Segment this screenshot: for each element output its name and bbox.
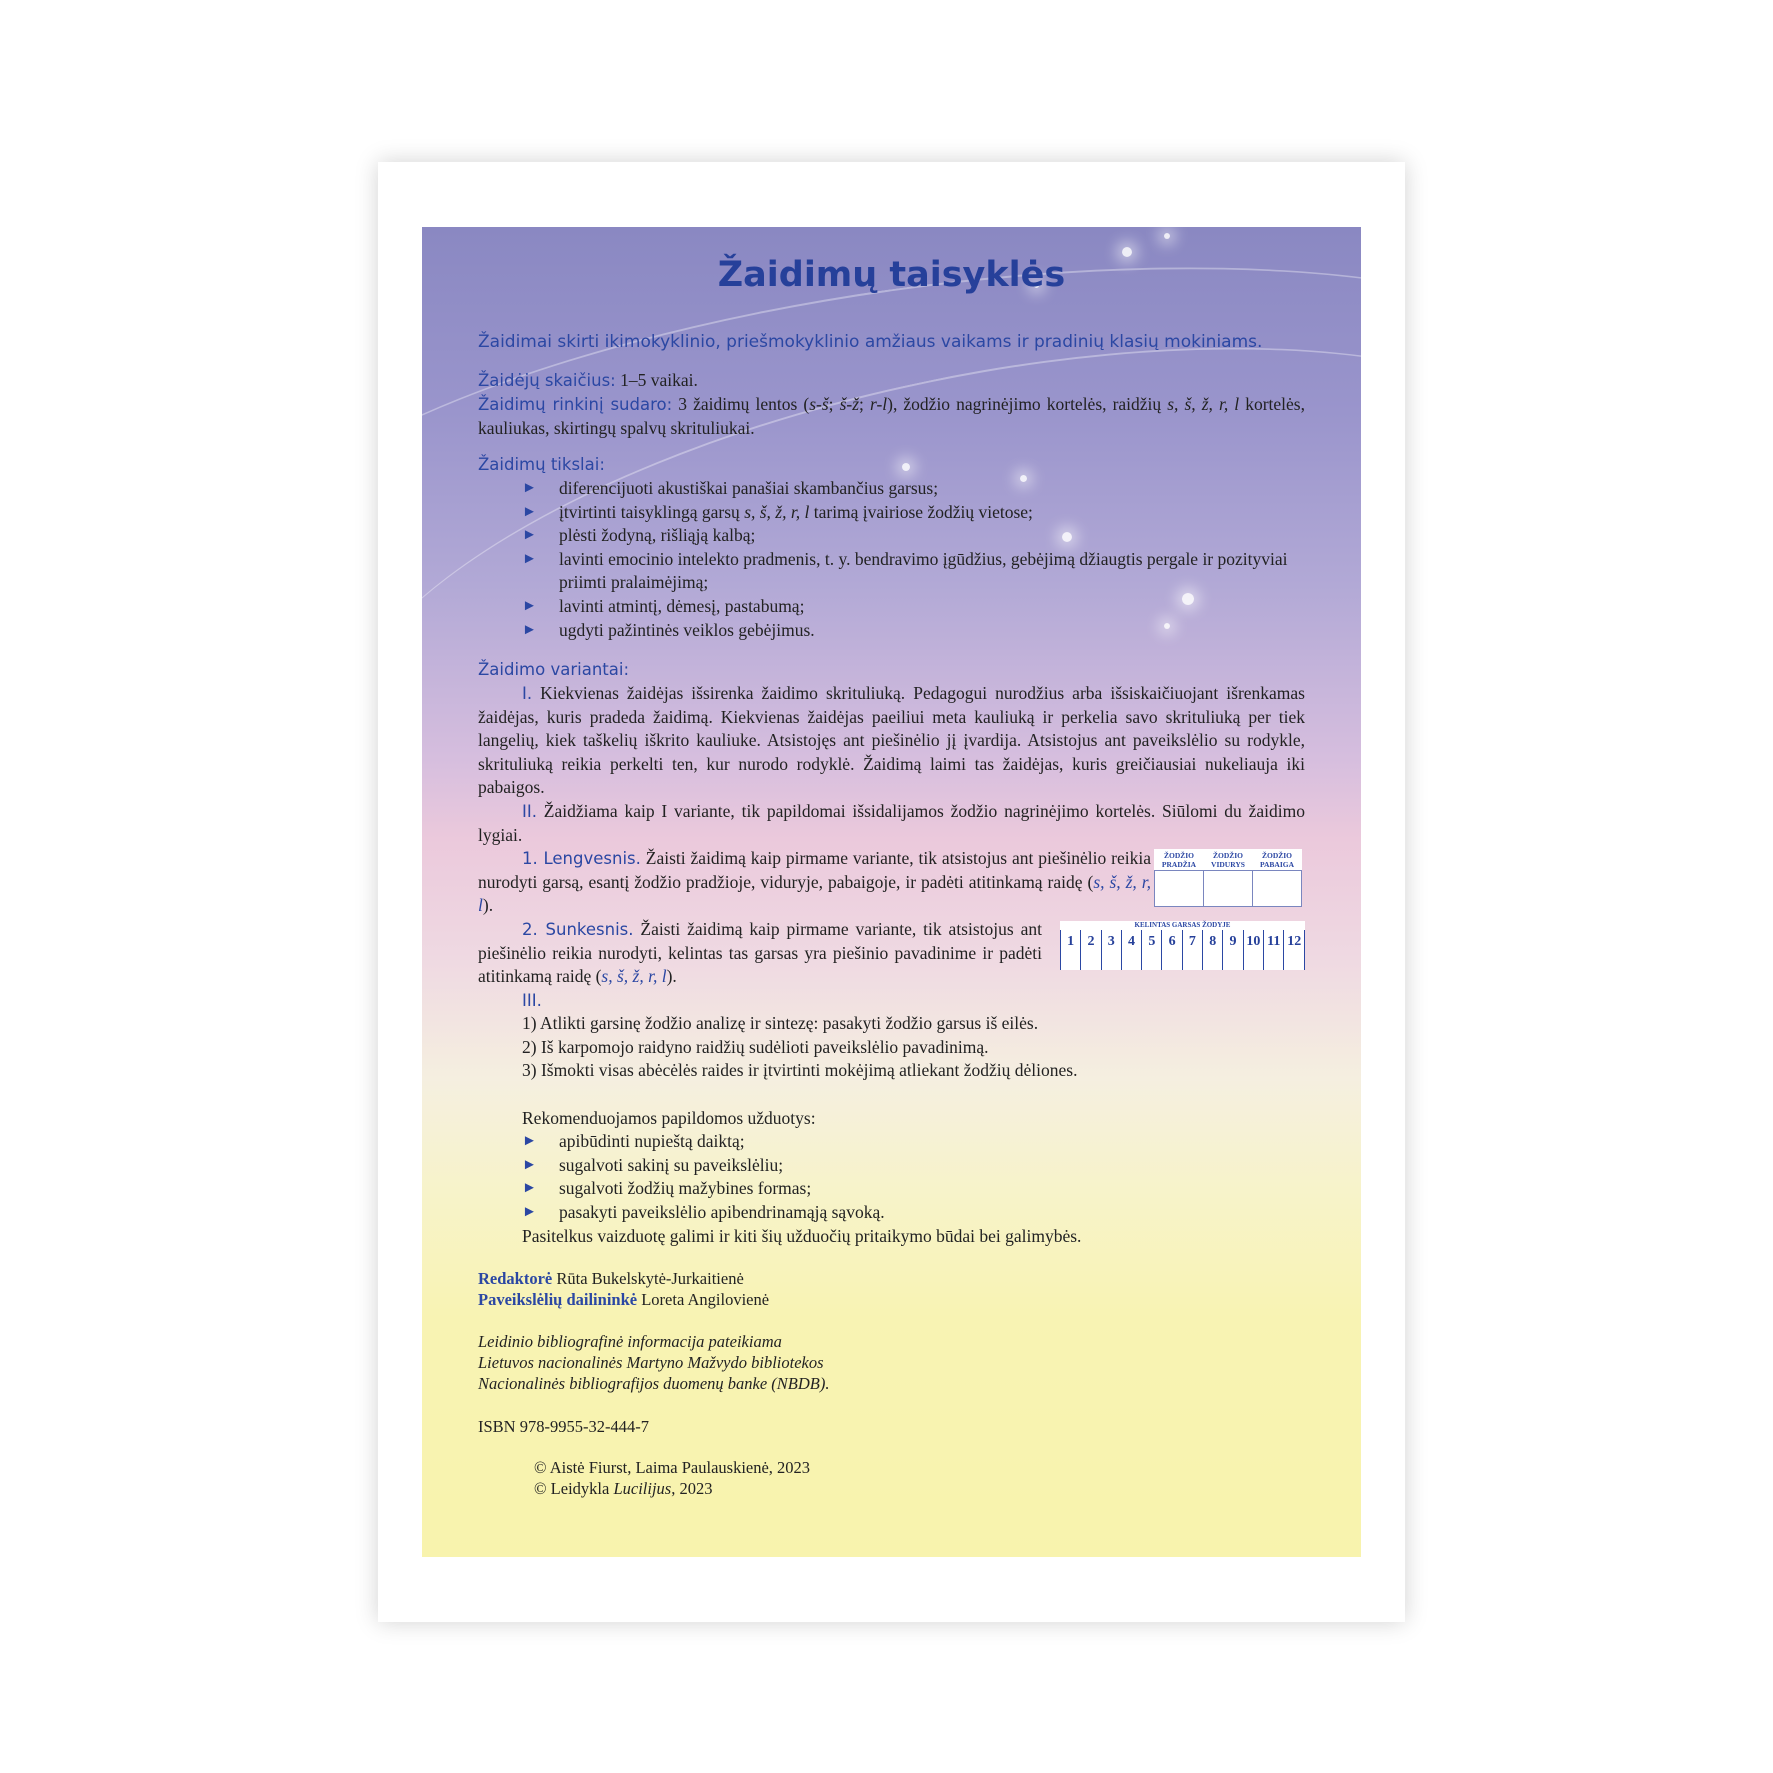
page-subtitle: Žaidimai skirti ikimokyklinio, priešmokyklinio amžiaus vaikams ir pradinių klasių mokiniams.	[478, 332, 1263, 352]
arrow-bullet-icon: ►	[522, 527, 537, 544]
kit-letter-pair: s-š	[809, 394, 829, 414]
arrow-bullet-icon: ►	[522, 1133, 537, 1149]
artist-line	[478, 1289, 1305, 1310]
list-item	[522, 1130, 1305, 1154]
players-value: 1–5 vaikai.	[615, 370, 698, 390]
variant-2-text: Žaidžiama kaip I variante, tik papildomai išsidalijamos žodžio nagrinėjimo kortelės. Siūlomi du žaidimo lygiai.	[478, 801, 1305, 845]
sparkle-decoration	[1164, 233, 1170, 239]
card-number: 8	[1203, 930, 1223, 970]
list-item	[522, 501, 1305, 525]
players-label: Žaidėjų skaičius:	[478, 371, 616, 390]
card-number: 4	[1121, 930, 1141, 970]
card-cell	[1204, 871, 1253, 907]
kit-text: 3 žaidimų lentos (	[672, 394, 810, 414]
editor-name: Rūta Bukelskytė-Jurkaitienė	[552, 1269, 744, 1288]
card-number: 5	[1142, 930, 1162, 970]
variant-3-item: 1) Atlikti garsinę žodžio analizę ir sintezę: pasakyti žodžio garsus iš eilės.	[522, 1013, 1039, 1033]
copyright-text: , 2023	[671, 1479, 713, 1498]
goal-letters: s, š, ž, r, l	[744, 501, 810, 522]
page-title: Žaidimų taisyklės	[717, 255, 1066, 295]
arrow-bullet-icon: ►	[522, 1203, 537, 1220]
copyright-line	[534, 1478, 810, 1499]
goal-text: plėsti žodyną, rišliąją kalbą;	[559, 525, 756, 546]
variant-1-paragraph	[478, 682, 1305, 800]
variant-3-number: III.	[522, 991, 542, 1010]
level-2-letters: s, š, ž, r, l	[601, 966, 667, 987]
card-number: 7	[1182, 930, 1202, 970]
goal-text: diferencijuoti akustiškai panašiai skambančius garsus;	[559, 478, 939, 498]
list-item	[522, 548, 1305, 595]
arrow-bullet-icon: ►	[522, 621, 537, 638]
goal-text: lavinti atmintį, dėmesį, pastabumą;	[559, 595, 805, 616]
bibliographic-note	[478, 1331, 1305, 1394]
list-item	[522, 524, 1305, 548]
biblio-line: Lietuvos nacionalinės Martyno Mažvydo bibliotekos	[478, 1353, 824, 1372]
task-text: apibūdinti nupieštą daiktą;	[559, 1131, 745, 1151]
kit-label: Žaidimų rinkinį sudaro:	[478, 395, 673, 414]
sparkle-decoration	[1122, 247, 1132, 257]
level-1-text: Žaisti žaidimą kaip pirmame variante, tik atsistojus ant piešinėlio reikia nurodyti garsą, esantį žodžio pradžioje, viduryje, pabaigoje, ir padėti atitinkamą raidę (	[478, 848, 1151, 892]
variant-2-paragraph	[478, 800, 1305, 847]
kit-letter-pair: r-l	[869, 394, 888, 414]
isbn: ISBN 978-9955-32-444-7	[478, 1417, 649, 1436]
goal-text: lavinti emocinio intelekto pradmenis, t. y. bendravimo įgūdžius, gebėjimą džiaugtis pergale ir pozityviai priimti pralaimėjimą;	[559, 548, 1288, 593]
variant-3-item: 3) Išmokti visas abėcėlės raides ir įtvirtinti mokėjimą atliekant žodžių dėliones.	[522, 1060, 1078, 1080]
card-header: ŽODŽIO PABAIGA	[1259, 851, 1295, 869]
task-text: pasakyti paveikslėlio apibendrinamąją sąvoką.	[559, 1201, 885, 1222]
list-item	[522, 1154, 1305, 1178]
card-cell	[1253, 871, 1302, 907]
extra-tasks-label: Rekomenduojamos papildomos užduotys:	[522, 1108, 816, 1128]
kit-text: ), žodžio nagrinėjimo kortelės, raidžių	[887, 394, 1168, 414]
editor-label: Redaktorė	[478, 1269, 553, 1288]
sound-position-card	[1060, 921, 1305, 970]
level-2-text: Žaisti žaidimą kaip pirmame variante, tik atsistojus ant piešinėlio reikia nurodyti, kelintas tas garsas yra piešinio pavadinime ir padėti atitinkamą raidę (	[478, 919, 1042, 987]
variants-label: Žaidimo variantai:	[478, 660, 630, 679]
card-number: 12	[1284, 930, 1305, 970]
players-line	[478, 369, 1305, 393]
arrow-bullet-icon: ►	[522, 550, 537, 567]
kit-letters: s, š, ž, r, l	[1167, 394, 1240, 414]
kit-text: ;	[828, 394, 840, 414]
publisher-name: Lucilijus	[613, 1479, 672, 1498]
level-1-letters: s, š, ž, r, l	[478, 871, 1151, 916]
card-number: 9	[1223, 930, 1243, 970]
level-2-end: ).	[666, 966, 677, 987]
copyright-text: © Leidykla	[534, 1479, 614, 1498]
kit-paragraph	[478, 393, 1305, 440]
goals-list	[478, 477, 1305, 642]
task-text: sugalvoti žodžių mažybines formas;	[559, 1178, 812, 1199]
list-item	[522, 1201, 1305, 1225]
kit-text: ;	[859, 394, 870, 414]
artist-name: Loreta Angilovienė	[637, 1290, 770, 1309]
variant-1-text: Kiekvienas žaidėjas išsirenka žaidimo skrituliuką. Pedagogui nurodžius arba išsiskaičiuojant išrenkamas žaidėjas, kuris pradeda žaidimą. Kiekvienas žaidėjas paeiliui meta kauliuką ir perkelia savo skrituliuką per tiek langelių, kiek taškelių iškrito kauliuke. Atsistojęs ant piešinėlio jį įvardija. Atsistojus ant paveikslėlio su rodykle, skrituliuką reikia perkelti ten, kur nurodo rodyklė. Žaidimą laimi tas žaidėjas, kuris greičiausiai nukeliauja iki pabaigos.	[478, 683, 1305, 798]
card-number: 3	[1101, 930, 1121, 970]
biblio-line: Nacionalinės bibliografijos duomenų banke (NBDB).	[478, 1374, 830, 1393]
level-2-paragraph	[478, 918, 1042, 989]
copyright-line: © Aistė Fiurst, Laima Paulauskienė, 2023	[534, 1458, 811, 1477]
arrow-bullet-icon: ►	[522, 1180, 537, 1197]
list-item	[522, 595, 1305, 619]
kit-letter-pair: š-ž	[839, 394, 860, 414]
card-number: 1	[1061, 930, 1081, 970]
card-number: 10	[1243, 930, 1263, 970]
rules-page	[422, 227, 1361, 1557]
card-header: ŽODŽIO PRADŽIA	[1161, 851, 1197, 869]
level-1-label: 1. Lengvesnis.	[522, 849, 641, 868]
card-cell	[1155, 871, 1204, 907]
list-item	[522, 1177, 1305, 1201]
arrow-bullet-icon: ►	[522, 597, 537, 614]
arrow-bullet-icon: ►	[522, 480, 537, 496]
card-caption: KELINTAS GARSAS ŽODYJE	[1060, 921, 1305, 930]
arrow-bullet-icon: ►	[522, 503, 537, 520]
word-position-card	[1154, 849, 1302, 907]
extra-closing: Pasitelkus vaizduotę galimi ir kiti šių užduočių pritaikymo būdai bei galimybės.	[522, 1226, 1082, 1246]
card-number: 6	[1162, 930, 1182, 970]
level-2-label: 2. Sunkesnis.	[522, 920, 634, 939]
goal-text: ugdyti pažintinės veiklos gebėjimus.	[559, 619, 815, 640]
goal-text: tarimą įvairiose žodžių vietose;	[809, 501, 1033, 522]
biblio-line: Leidinio bibliografinė informacija pateikiama	[478, 1332, 782, 1351]
variant-2-number: II.	[522, 802, 537, 821]
variant-1-number: I.	[522, 684, 533, 703]
artist-label: Paveikslėlių dailininkė	[478, 1290, 638, 1309]
extra-tasks-list	[478, 1130, 1305, 1224]
goal-text: įtvirtinti taisyklingą garsų	[559, 501, 745, 522]
task-text: sugalvoti sakinį su paveikslėliu;	[559, 1154, 784, 1175]
level-1-end: ).	[482, 895, 494, 916]
card-number: 11	[1264, 930, 1284, 970]
card-number: 2	[1081, 930, 1101, 970]
copyright-block	[534, 1457, 810, 1499]
kit-text: kortelės, kauliukas, skirtingų spalvų skrituliukai.	[478, 394, 1305, 438]
variant-3-item: 2) Iš karpomojo raidyno raidžių sudėlioti paveikslėlio pavadinimą.	[522, 1037, 989, 1057]
goals-label: Žaidimų tikslai:	[478, 455, 605, 474]
arrow-bullet-icon: ►	[522, 1156, 537, 1173]
list-item	[522, 477, 1305, 501]
editor-line	[478, 1268, 1305, 1289]
card-header: ŽODŽIO VIDURYS	[1211, 851, 1245, 869]
list-item	[522, 619, 1305, 643]
level-1-paragraph	[478, 847, 1151, 918]
